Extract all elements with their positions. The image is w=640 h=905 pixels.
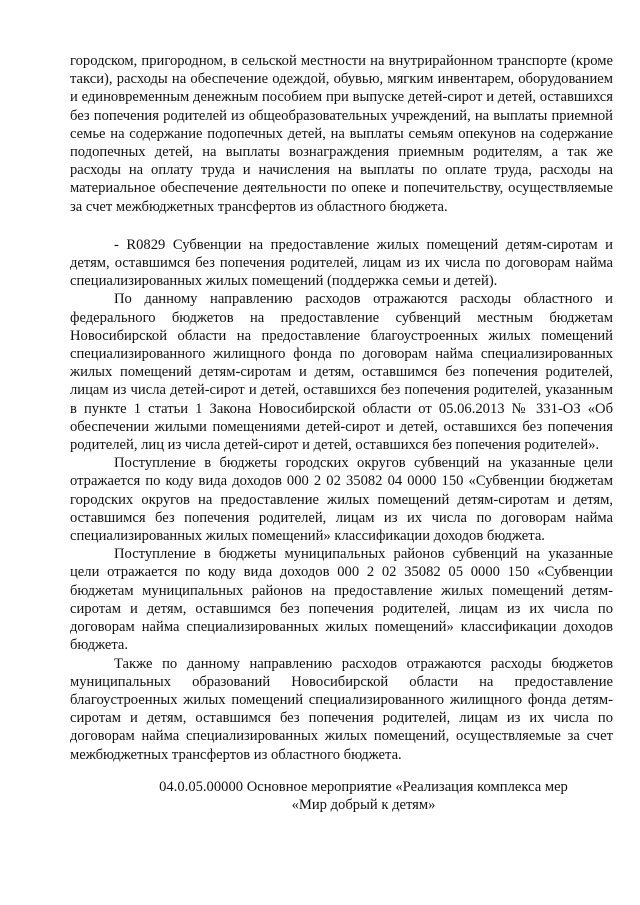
section-heading	[70, 778, 613, 814]
spacer	[70, 764, 613, 778]
paragraph-expenses-description: По данному направлению расходов отражаются расходы областного и федерального бюджетов на предоставление субвенций местным бюджетам Новосибирской области на предоставление благоустроенных жилых помещений специализированного жилищного фонда по договорам найма специализированных жилых помещений детям-сиротам и детям, оставшимся без попечения родителей, лицам из числа детей-сирот и детей, оставшихся без попечения родителей, указанным в пункте 1 статьи 1 Закона Новосибирской области от 05.06.2013 № 331-ОЗ «Об обеспечении жилыми помещениями детей-сирот и детей, оставшихся без попечения родителей, лиц из числа детей-сирот и детей, оставшихся без попечения родителей».	[70, 291, 613, 454]
section-heading-line-2: «Мир добрый к детям»	[291, 796, 436, 813]
paragraph-city-districts-income: Поступление в бюджеты городских округов субвенций на указанные цели отражается по коду вида доходов 000 2 02 35082 04 0000 150 «Субвенции бюджетам городских округов на предоставление жилых помещений детям-сиротам и детям, оставшимся без попечения родителей, лицам из их числа по договорам найма специализированных жилых помещений» классификации доходов бюджета.	[70, 455, 613, 545]
paragraph-r0829-item: - R0829 Субвенции на предоставление жилых помещений детям-сиротам и детям, оставшимся без попечения родителей, лицам из их числа по договорам найма специализированных жилых помещений (поддержка семьи и детей).	[70, 236, 613, 290]
spacer	[70, 216, 613, 236]
paragraph-municipal-expenses: Также по данному направлению расходов отражаются расходы бюджетов муниципальных образований Новосибирской области на предоставление благоустроенных жилых помещений специализированного жилищного фонда детям-сиротам и детям, оставшимся без попечения родителей, лицам из их числа по договорам найма специализированных жилых помещений, осуществляемые за счет межбюджетных трансфертов из областного бюджета.	[70, 655, 613, 763]
paragraph-municipal-districts-income: Поступление в бюджеты муниципальных районов субвенций на указанные цели отражается по коду вида доходов 000 2 02 35082 05 0000 150 «Субвенции бюджетам муниципальных районов на предоставление жилых помещений детям-сиротам и детям, оставшимся без попечения родителей, лицам из их числа по договорам найма специализированных жилых помещений» классификации доходов бюджета.	[70, 546, 613, 654]
paragraph-continuation: городском, пригородном, в сельской местности на внутрирайонном транспорте (кроме такси), расходы на обеспечение одеждой, обувью, мягким инвентарем, оборудованием и единовременным денежным пособием при выпуске детей-сирот и детей, оставшихся без попечения родителей из общеобразовательных учреждений, на выплаты приемной семье на содержание подопечных детей, на выплаты семьям опекунов на содержание подопечных детей, на выплаты вознаграждения приемным родителям, а так же расходы на оплату труда и начисления на выплаты по оплате труда, расходы на материальное обеспечение деятельности по опеке и попечительству, осуществляемые за счет межбюджетных трансфертов из областного бюджета.	[70, 53, 613, 215]
document-page	[70, 52, 613, 814]
section-heading-line-1: 04.0.05.00000 Основное мероприятие «Реализация комплекса мер	[159, 778, 568, 795]
